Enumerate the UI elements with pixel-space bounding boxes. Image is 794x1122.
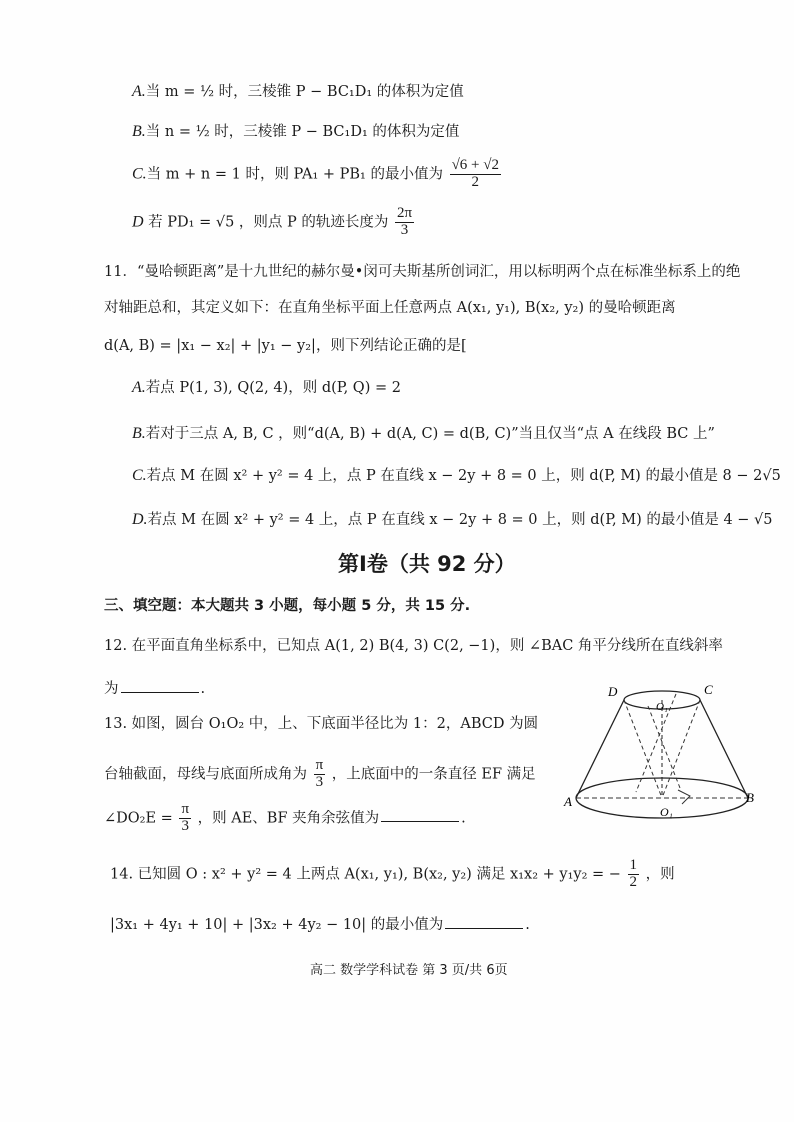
q11-stem-line-3: d(A, B) = |x₁ − x₂| + |y₁ − y₂|，则下列结论正确的是[ [104,338,467,354]
answer-blank[interactable] [381,807,459,822]
section-title: 第Ⅰ卷（共 92 分） [338,552,516,576]
part3-heading: 三、填空题：本大题共 3 小题，每小题 5 分，共 15 分. [104,598,471,614]
dashed-line [624,700,662,798]
q12-line-2 [104,678,205,698]
fraction-numerator: √6 + √2 [451,157,500,173]
fraction [179,802,191,835]
q13-line-1: 13. 如图，圆台 O₁O₂ 中，上、下底面半径比为 1：2，ABCD 为圆 [104,716,539,732]
fraction-denominator: 3 [181,817,189,834]
generatrix-right [700,700,748,798]
option-tag: D. [132,511,148,528]
label-o2: O₁ [660,805,673,819]
q14-line-2-pre: |3x₁ + 4y₁ + 10| + |3x₂ + 4y₂ − 10| 的最小值为 [110,917,444,933]
option-text: 当 n = ½ 时，三棱锥 P − BC₁D₁ 的体积为定值 [145,124,460,140]
q13-line-3-pre: ∠DO₂E = [104,810,173,827]
label-d: D [608,684,618,699]
q14-line-1-post: ，则 [645,866,675,883]
option-tag: B. [132,425,146,442]
q11-option-c [132,466,781,485]
q13-line-3 [104,802,466,835]
q10-option-b [132,122,459,141]
option-text: 若点 M 在圆 x² + y² = 4 上，点 P 在直线 x − 2y + 8 = 0 上，则 d(P, M) 的最小值是 4 − √5 [147,512,773,528]
label-c: C [704,682,713,697]
q11-option-b [132,424,715,443]
label-b: B [746,790,754,805]
fraction-denominator: 3 [400,221,409,238]
q10-option-a [132,82,464,101]
option-tag: C. [132,165,147,183]
q13-line-3-post: ，则 AE、BF 夹角余弦值为 [197,810,380,827]
fraction [450,158,501,191]
q10-option-d [132,206,416,239]
q13-line-2 [104,758,536,791]
fraction-denominator: 2 [471,173,480,190]
label-a: A [564,794,572,809]
q10-option-c [132,158,503,191]
angle-mark [678,790,690,804]
option-text: 当 m = ½ 时，三棱锥 P − BC₁D₁ 的体积为定值 [145,84,464,100]
q14-line-1-pre: 14. 已知圆 O : x² + y² = 4 上两点 A(x₁, y₁), B(x₂, y₂) 满足 x₁x₂ + y₁y₂ = − [110,866,621,883]
frustum-figure [560,680,760,830]
q12-line-2-post: . [200,681,206,697]
option-text: 若点 P(1, 3), Q(2, 4)，则 d(P, Q) = 2 [145,380,401,396]
q14-line-2 [110,914,530,934]
option-tag: C. [132,467,147,484]
answer-blank[interactable] [445,914,523,929]
option-tag: B. [132,123,146,140]
page-footer: 高二 数学学科试卷 第 3 页/共 6页 [310,963,508,978]
q11-stem-line-2: 对轴距总和，其定义如下：在直角坐标平面上任意两点 A(x₁, y₁), B(x₂, y₂) 的曼哈顿距离 [104,300,676,316]
fraction-numerator: 2π [397,205,413,221]
q11-stem-line-1: 11．“曼哈顿距离”是十九世纪的赫尔曼•闵可夫斯基所创词汇，用以标明两个点在标准坐标系上的绝 [104,264,741,280]
fraction [628,858,640,891]
fraction-numerator: 1 [629,857,638,873]
q14-line-2-end: . [525,917,530,933]
q12-line-1: 12. 在平面直角坐标系中，已知点 A(1, 2) B(4, 3) C(2, −1)，则 ∠BAC 角平分线所在直线斜率 [104,638,723,654]
option-text: 当 m + n = 1 时，则 PA₁ + PB₁ 的最小值为 [146,166,443,183]
option-text: 若 PD₁ = √5 ，则点 P 的轨迹长度为 [148,214,389,231]
dashed-line [648,706,680,788]
q11-option-a [132,378,401,397]
fraction [314,758,326,791]
fraction-denominator: 3 [315,773,324,790]
q13-line-2-post: ，上底面中的一条直径 EF 满足 [331,766,536,783]
q14-line-1 [110,858,675,891]
fraction [395,206,414,239]
q13-line-3-end: . [461,810,466,827]
generatrix-left [576,700,624,798]
answer-blank[interactable] [121,678,199,693]
option-text: 若点 M 在圆 x² + y² = 4 上，点 P 在直线 x − 2y + 8 = 0 上，则 d(P, M) 的最小值是 8 − 2√5 [146,468,781,484]
option-tag: A. [132,379,146,396]
option-text: 若对于三点 A, B, C ，则“d(A, B) + d(A, C) = d(B, C)”当且仅当“点 A 在线段 BC 上” [145,426,715,442]
q12-line-2-pre: 为 [104,681,119,697]
option-tag: D [132,213,144,231]
q13-line-2-pre: 台轴截面，母线与底面所成角为 [104,766,307,783]
option-tag: A. [132,83,146,100]
fraction-numerator: π [181,801,190,817]
label-o1: O₁ [656,701,668,713]
q11-option-d [132,510,773,529]
fraction-numerator: π [315,757,324,773]
fraction-denominator: 2 [629,873,638,890]
